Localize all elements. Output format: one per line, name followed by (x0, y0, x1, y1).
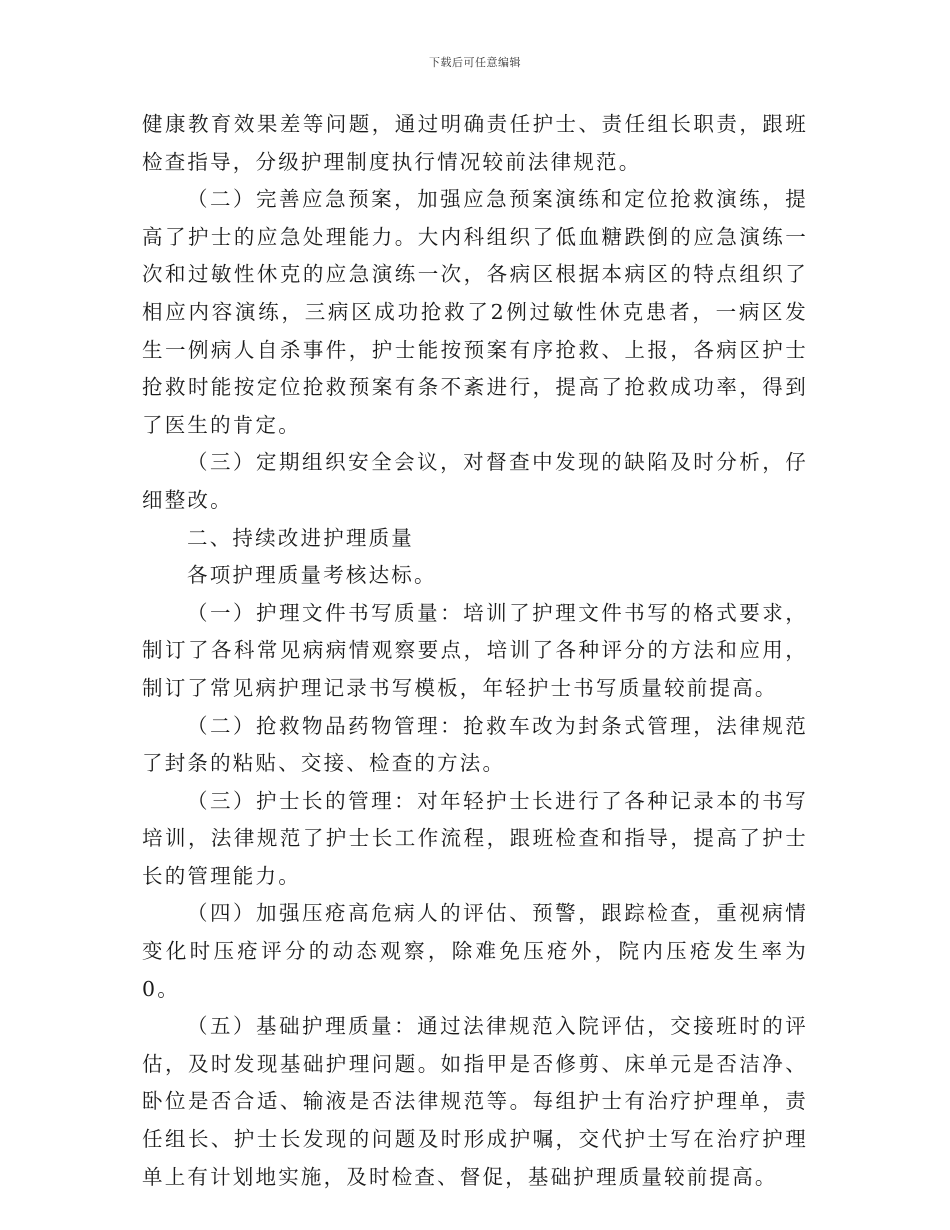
paragraph: （二）完善应急预案，加强应急预案演练和定位抢救演练，提高了护士的应急处理能力。大内科组织了低血糖跌倒的应急演练一次和过敏性休克的应急演练一次，各病区根据本病区的特点组织了相应内容演练，三病区成功抢救了2例过敏性休克患者，一病区发生一例病人自杀事件，护士能按预案有序抢救、上报，各病区护士抢救时能按定位抢救预案有条不紊进行，提高了抢救成功率，得到了医生的肯定。 (142, 187, 808, 437)
paragraph: 健康教育效果差等问题，通过明确责任护士、责任组长职责，跟班检查指导，分级护理制度执行情况较前法律规范。 (142, 112, 808, 174)
section-heading: 二、持续改进护理质量 (187, 525, 414, 550)
paragraph: （二）抢救物品药物管理：抢救车改为封条式管理，法律规范了封条的粘贴、交接、检查的方法。 (142, 713, 808, 776)
paragraph: （三）定期组织安全会议，对督查中发现的缺陷及时分析，仔细整改。 (142, 450, 808, 512)
paragraph: 各项护理质量考核达标。 (187, 563, 437, 588)
paragraph: （三）护士长的管理：对年轻护士长进行了各种记录本的书写培训，法律规范了护士长工作流程，跟班检查和指导，提高了护士长的管理能力。 (142, 788, 808, 888)
document-body (142, 106, 808, 1196)
paragraph: （五）基础护理质量：通过法律规范入院评估，交接班时的评估，及时发现基础护理问题。如指甲是否修剪、床单元是否洁净、卧位是否合适、输液是否法律规范等。每组护士有治疗护理单，责任组长、护士长发现的问题及时形成护嘱，交代护士写在治疗护理单上有计划地实施，及时检查、督促，基础护理质量较前提高。 (142, 1014, 808, 1189)
page-header: 下载后可任意编辑 (429, 56, 521, 69)
paragraph: （一）护理文件书写质量：培训了护理文件书写的格式要求，制订了各科常见病病情观察要点，培训了各种评分的方法和应用，制订了常见病护理记录书写模板，年轻护士书写质量较前提高。 (142, 600, 808, 700)
paragraph: （四）加强压疮高危病人的评估、预警，跟踪检查，重视病情变化时压疮评分的动态观察，除难免压疮外，院内压疮发生率为0。 (142, 901, 808, 1001)
